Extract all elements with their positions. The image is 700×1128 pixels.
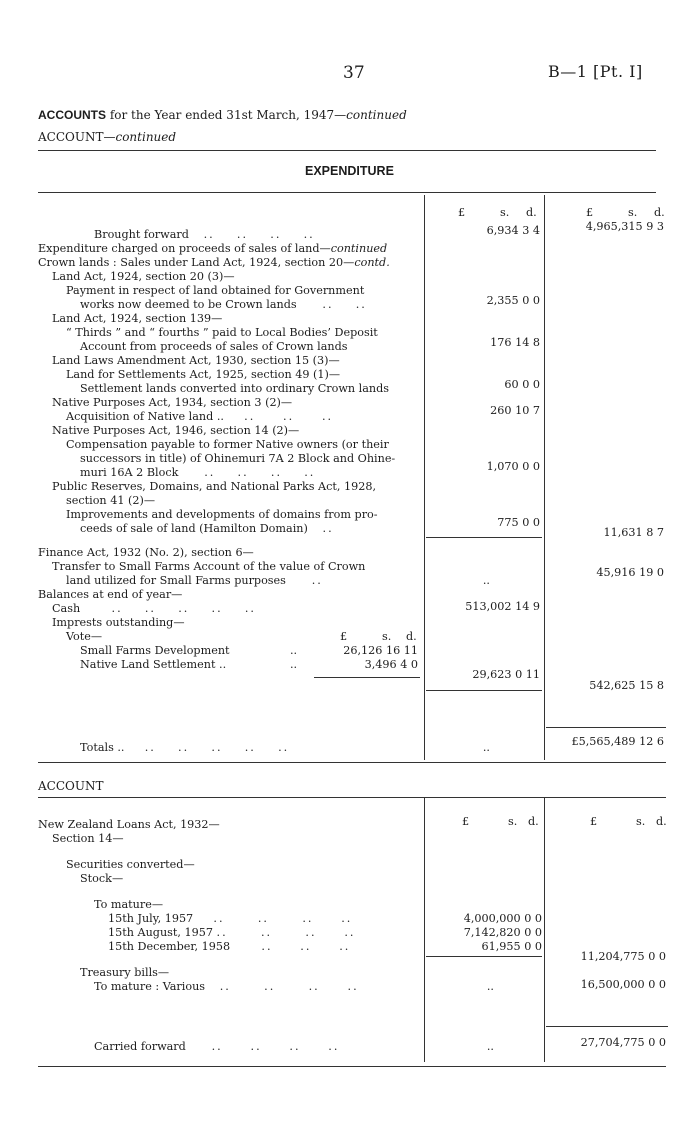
row-label: Payment in respect of land obtained for Government — [66, 284, 365, 297]
row-label: Section 14— — [52, 832, 124, 845]
col2-shilling: s. — [628, 206, 638, 219]
row-label: 15th December, 1958 .. .. .. — [108, 940, 351, 953]
amount: 61,955 0 0 — [481, 940, 542, 953]
expenditure-title: EXPENDITURE — [305, 164, 394, 178]
accounts-heading — [38, 108, 407, 122]
amount: 45,916 19 0 — [596, 566, 664, 579]
row-label: 15th August, 1957 .. .. .. .. — [108, 926, 356, 939]
account-label: ACCOUNT— — [38, 130, 116, 144]
amount: 542,625 15 8 — [589, 679, 664, 692]
row-label: Imprests outstanding— — [52, 616, 185, 629]
totals-label: Totals .. .. .. .. .. .. — [80, 741, 290, 754]
amount: 775 0 0 — [497, 516, 540, 529]
amount: 7,142,820 0 0 — [463, 926, 542, 939]
amount: 11,204,775 0 0 — [580, 950, 666, 963]
account-continued: continued — [115, 130, 177, 144]
dots: .. — [290, 644, 298, 657]
row-label: Settlement lands converted into ordinary Crown lands — [80, 382, 390, 395]
col2-pound: £ — [590, 815, 598, 828]
page-number: 37 — [343, 63, 365, 83]
row-label: Land Laws Amendment Act, 1930, section 15 (3)— — [52, 354, 340, 367]
row-label: muri 16A 2 Block .. .. .. .. — [80, 466, 316, 479]
rule — [426, 956, 542, 957]
row-label: Finance Act, 1932 (No. 2), section 6— — [38, 546, 254, 559]
column-divider — [544, 195, 545, 760]
vote-shilling: s. — [382, 630, 392, 643]
amount: 4,965,315 9 3 — [585, 220, 664, 233]
amount: .. — [486, 980, 494, 993]
accounts-rest: for the Year ended 31st March, 1947— — [109, 108, 347, 122]
row-label: Public Reserves, Domains, and National Parks Act, 1928, — [52, 480, 377, 493]
row-label: Vote— — [66, 630, 103, 643]
row-label: Native Land Settlement .. — [80, 658, 227, 671]
row-label: Account from proceeds of sales of Crown lands — [80, 340, 348, 353]
col2-shilling: s. — [636, 815, 646, 828]
accounts-continued: continued — [346, 108, 407, 122]
row-label: Carried forward .. .. .. .. — [94, 1040, 340, 1053]
row-label: New Zealand Loans Act, 1932— — [38, 818, 220, 831]
row-label: Land Act, 1924, section 20 (3)— — [52, 270, 235, 283]
rule — [426, 537, 542, 538]
row-label: section 41 (2)— — [66, 494, 156, 507]
amount: 513,002 14 9 — [465, 600, 540, 613]
rule — [546, 1026, 668, 1027]
accounts-label: ACCOUNTS — [38, 108, 106, 122]
col1-pence: d. — [528, 815, 539, 828]
amount: 260 10 7 — [490, 404, 540, 417]
column-divider — [424, 195, 425, 760]
small-farms-amount: 26,126 16 11 — [343, 644, 418, 657]
rule — [38, 192, 656, 193]
native-land-amount: 3,496 4 0 — [364, 658, 418, 671]
row-label: Acquisition of Native land .. .. .. .. — [66, 410, 334, 423]
row-label: Compensation payable to former Native owners (or their — [66, 438, 389, 451]
row-label: Land for Settlements Act, 1925, section 49 (1)— — [66, 368, 341, 381]
page-reference: B—1 [Pt. I] — [548, 62, 643, 81]
row-label: Native Purposes Act, 1946, section 14 (2)— — [52, 424, 300, 437]
row-label: Securities converted— — [66, 858, 195, 871]
rule — [314, 677, 420, 678]
row-label: Crown lands : Sales under Land Act, 1924, section 20—contd. — [38, 256, 390, 269]
amount: 4,000,000 0 0 — [463, 912, 542, 925]
vote-pence: d. — [406, 630, 417, 643]
row-label: Transfer to Small Farms Account of the value of Crown — [52, 560, 366, 573]
col2-pence: d. — [654, 206, 665, 219]
amount: 1,070 0 0 — [486, 460, 540, 473]
col1-pound: £ — [458, 206, 466, 219]
rule — [38, 1066, 666, 1067]
column-divider — [424, 798, 425, 1062]
row-label: Stock— — [80, 872, 124, 885]
row-label: Brought forward .. .. .. .. — [94, 228, 315, 241]
dots: .. — [290, 658, 298, 671]
row-label: land utilized for Small Farms purposes .. — [66, 574, 323, 587]
amount: 60 0 0 — [504, 378, 540, 391]
col2-pound: £ — [586, 206, 594, 219]
col1-pound: £ — [462, 815, 470, 828]
row-label: Land Act, 1924, section 139— — [52, 312, 223, 325]
rule — [38, 762, 666, 763]
col1-pence: d. — [526, 206, 537, 219]
amount: 29,623 0 11 — [472, 668, 540, 681]
row-label: Cash .. .. .. .. .. — [52, 602, 256, 615]
amount: .. — [486, 1040, 494, 1053]
row-label: To mature : Various .. .. .. .. — [94, 980, 359, 993]
row-label: Balances at end of year— — [38, 588, 183, 601]
row-label: Native Purposes Act, 1934, section 3 (2)— — [52, 396, 293, 409]
carried-forward-amount: 27,704,775 0 0 — [580, 1036, 666, 1049]
row-label: ceeds of sale of land (Hamilton Domain) .. — [80, 522, 334, 535]
col1-shilling: s. — [508, 815, 518, 828]
rule — [426, 690, 542, 691]
col1-shilling: s. — [500, 206, 510, 219]
amount: 6,934 3 4 — [486, 224, 540, 237]
row-label: successors in title) of Ohinemuri 7A 2 Block and Ohine- — [80, 452, 396, 465]
rule — [38, 797, 666, 798]
amount: .. — [482, 574, 490, 587]
col2-pence: d. — [656, 815, 667, 828]
account-heading — [38, 130, 176, 144]
row-label: To mature— — [94, 898, 164, 911]
row-label: works now deemed to be Crown lands .. .. — [80, 298, 367, 311]
row-label: Expenditure charged on proceeds of sales of land—continued — [38, 242, 388, 255]
totals-amount: £5,565,489 12 6 — [571, 735, 664, 748]
amount: 16,500,000 0 0 — [580, 978, 666, 991]
amount: 11,631 8 7 — [603, 526, 664, 539]
account-title: ACCOUNT — [38, 779, 104, 793]
row-label: “ Thirds ” and “ fourths ” paid to Local Bodies’ Deposit — [66, 326, 378, 339]
amount: 176 14 8 — [490, 336, 540, 349]
vote-pound: £ — [340, 630, 348, 643]
amount: .. — [482, 741, 490, 754]
column-divider — [544, 798, 545, 1062]
amount: 2,355 0 0 — [486, 294, 540, 307]
row-label: Improvements and developments of domains from pro- — [66, 508, 378, 521]
row-label: Small Farms Development — [80, 644, 230, 657]
row-label: 15th July, 1957 .. .. .. .. — [108, 912, 353, 925]
rule — [38, 150, 656, 151]
rule — [546, 727, 666, 728]
row-label: Treasury bills— — [80, 966, 170, 979]
